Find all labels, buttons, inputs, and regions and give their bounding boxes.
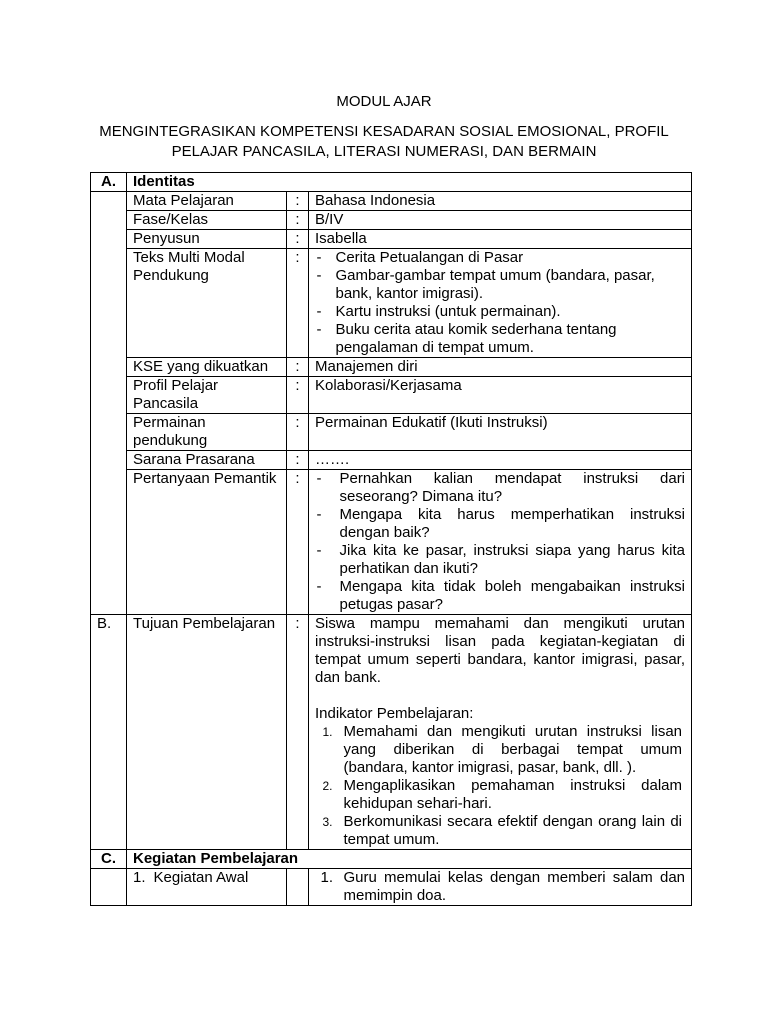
identity-row-teks-multi-modal	[91, 249, 692, 358]
identity-row-fase-kelas	[91, 211, 692, 230]
section-c-heading: Kegiatan Pembelajaran	[127, 850, 692, 869]
identity-label: Pertanyaan Pemantik	[127, 470, 287, 615]
indicator-number: 3.	[322, 815, 333, 829]
section-a-heading: Identitas	[127, 173, 692, 192]
identity-label: KSE yang dikuatkan	[127, 358, 287, 377]
lesson-plan-table	[90, 172, 692, 906]
list-bullet: -	[316, 578, 322, 595]
colon-separator: :	[287, 470, 309, 615]
identity-row-permainan	[91, 414, 692, 451]
section-b-label: Tujuan Pembelajaran	[127, 615, 287, 850]
section-c-header-row	[91, 850, 692, 869]
identity-row-kse	[91, 358, 692, 377]
identity-row-penyusun	[91, 230, 692, 249]
identity-value: …….	[309, 451, 692, 470]
learning-objective-cell	[309, 615, 692, 850]
activity-number: 1.	[133, 869, 146, 886]
list-item-text: Gambar-gambar tempat umum (bandara, pasar, bank, kantor imigrasi).	[335, 267, 655, 302]
identity-label: Mata Pelajaran	[127, 192, 287, 211]
indicator-item	[315, 777, 685, 813]
list-bullet: -	[316, 303, 322, 320]
indicator-item	[315, 813, 685, 849]
list-bullet: -	[316, 470, 322, 487]
identity-label: Permainan pendukung	[127, 414, 287, 451]
identity-value: Isabella	[309, 230, 692, 249]
indicator-text: Memahami dan mengikuti urutan instruksi lisan yang diberikan di berbagai tempat umum (bandara, kantor imigrasi, pasar, bank, dll. ).	[343, 723, 683, 776]
indicator-number: 1.	[322, 725, 333, 739]
colon-separator: :	[287, 192, 309, 211]
empty-separator-cell	[287, 869, 309, 906]
step-text: Guru memulai kelas dengan memberi salam dan memimpin doa.	[343, 869, 686, 904]
identity-label: Sarana Prasarana	[127, 451, 287, 470]
activity-steps-cell	[309, 869, 692, 906]
section-b-row	[91, 615, 692, 850]
list-item-text: Kartu instruksi (untuk permainan).	[335, 303, 561, 320]
list-item-text: Mengapa kita tidak boleh mengabaikan instruksi petugas pasar?	[339, 578, 686, 613]
list-bullet: -	[316, 506, 322, 523]
activity-row	[91, 869, 692, 906]
list-item	[315, 249, 685, 267]
list-item	[315, 578, 685, 614]
colon-separator: :	[287, 615, 309, 850]
colon-separator: :	[287, 358, 309, 377]
subtitle-line-1: MENGINTEGRASIKAN KOMPETENSI KESADARAN SOSIAL EMOSIONAL, PROFIL	[99, 123, 669, 140]
colon-separator: :	[287, 211, 309, 230]
section-c-spacer-cell	[91, 869, 127, 906]
identity-value: Permainan Edukatif (Ikuti Instruksi)	[309, 414, 692, 451]
colon-separator: :	[287, 414, 309, 451]
identity-row-mata-pelajaran	[91, 192, 692, 211]
identity-value: Manajemen diri	[309, 358, 692, 377]
section-a-marker: A.	[91, 173, 127, 192]
identity-value: B/IV	[309, 211, 692, 230]
list-item	[315, 542, 685, 578]
identity-label: Profil Pelajar Pancasila	[127, 377, 287, 414]
identity-value: Bahasa Indonesia	[309, 192, 692, 211]
colon-separator: :	[287, 377, 309, 414]
activity-label: Kegiatan Awal	[153, 869, 249, 886]
indicator-heading: Indikator Pembelajaran:	[315, 705, 474, 722]
document-title: MODUL AJAR	[336, 93, 432, 110]
identity-row-pertanyaan-pemantik	[91, 470, 692, 615]
list-bullet: -	[316, 542, 322, 559]
identity-row-sarana-prasarana	[91, 451, 692, 470]
list-item	[315, 321, 685, 357]
indicator-text: Berkomunikasi secara efektif dengan orang lain di tempat umum.	[343, 813, 683, 848]
indicator-number: 2.	[322, 779, 333, 793]
identity-label: Penyusun	[127, 230, 287, 249]
section-b-marker: B.	[91, 615, 127, 850]
section-c-marker: C.	[91, 850, 127, 869]
subtitle-line-2: PELAJAR PANCASILA, LITERASI NUMERASI, DAN BERMAIN	[171, 143, 597, 160]
section-a-header-row	[91, 173, 692, 192]
list-item-text: Buku cerita atau komik sederhana tentang pengalaman di tempat umum.	[335, 321, 617, 356]
list-bullet: -	[316, 249, 322, 266]
activity-label-cell	[127, 869, 287, 906]
list-bullet: -	[316, 321, 322, 338]
list-bullet: -	[316, 267, 322, 284]
list-item-text: Jika kita ke pasar, instruksi siapa yang harus kita perhatikan dan ikuti?	[339, 542, 686, 577]
identity-label: Fase/Kelas	[127, 211, 287, 230]
list-item	[315, 470, 685, 506]
learning-objective-paragraph: Siswa mampu memahami dan mengikuti urutan instruksi-instruksi lisan pada kegiatan-kegiatan di tempat umum seperti bandara, kantor imigrasi, pasar, dan bank.	[315, 615, 686, 686]
identity-row-profil-pelajar	[91, 377, 692, 414]
section-a-spacer-cell	[91, 192, 127, 615]
list-item-text: Pernahkan kalian mendapat instruksi dari seseorang? Dimana itu?	[339, 470, 686, 505]
document-subtitle	[0, 122, 768, 162]
colon-separator: :	[287, 230, 309, 249]
list-item	[315, 506, 685, 542]
list-item-text: Cerita Petualangan di Pasar	[335, 249, 524, 266]
identity-value-list	[309, 470, 692, 615]
list-item-text: Mengapa kita harus memperhatikan instruksi dengan baik?	[339, 506, 686, 541]
colon-separator: :	[287, 451, 309, 470]
list-item	[315, 303, 685, 321]
indicator-item	[315, 723, 685, 777]
step-number: 1.	[320, 869, 334, 886]
activity-step	[315, 869, 685, 905]
indicator-text: Mengaplikasikan pemahaman instruksi dalam kehidupan sehari-hari.	[343, 777, 683, 812]
identity-label: Teks Multi Modal Pendukung	[127, 249, 287, 358]
colon-separator: :	[287, 249, 309, 358]
list-item	[315, 267, 685, 303]
identity-value: Kolaborasi/Kerjasama	[309, 377, 692, 414]
identity-value-list	[309, 249, 692, 358]
